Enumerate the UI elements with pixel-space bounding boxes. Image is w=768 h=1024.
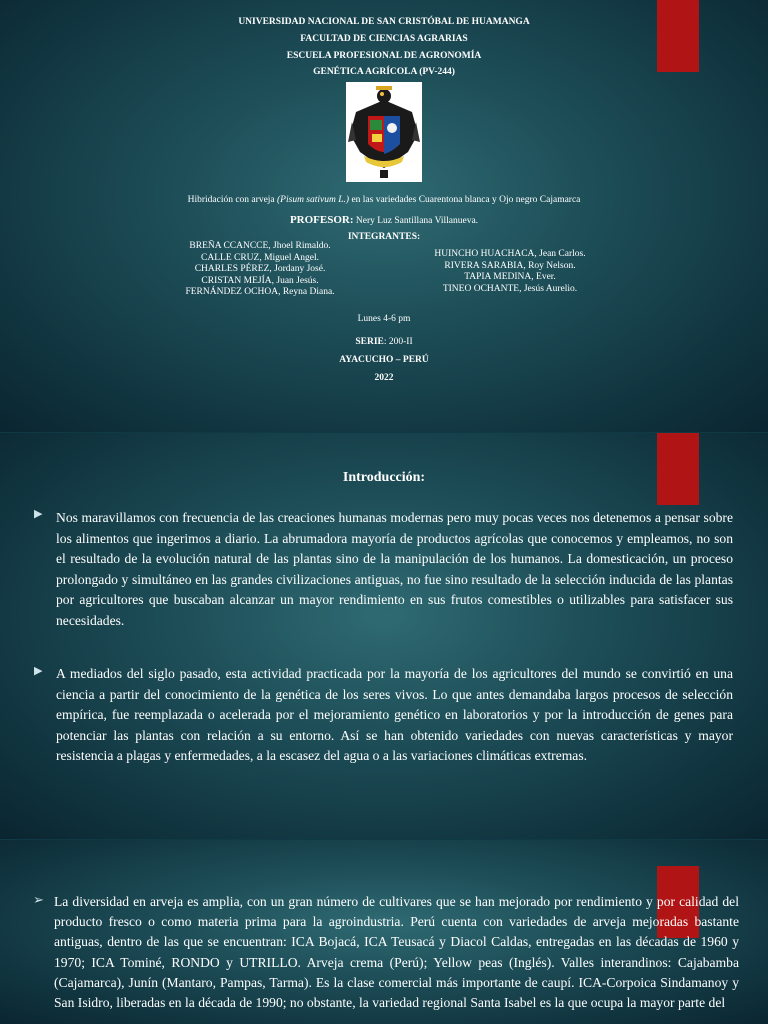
member: CRISTAN MEJÍA, Juan Jesús. bbox=[201, 275, 319, 286]
intro-paragraph-1: Nos maravillamos con frecuencia de las creaciones humanas modernas pero muy pocas veces nos detenemos a pensar sobre los alimentos que ingerimos a diario. La abrumadora mayoría de productos agrícolas que conocemos y empleamos, no son el resultado de la evolución natural de las plantas sino de la manipulación de los humanos. La domesticación, un proceso prolongado y simultáneo en las grandes civilizaciones antiguas, no fue sino resultado de la selección inducida de las plantas por agricultores que buscaban alcanzar un mayor rendimiento en sus frutos comestibles o utilizables para satisfacer sus necesidades. bbox=[56, 510, 733, 628]
triangle-bullet-icon: ▶ bbox=[34, 665, 43, 677]
professor-label: PROFESOR: bbox=[289, 214, 354, 226]
header-line-1: UNIVERSIDAD NACIONAL DE SAN CRISTÓBAL DE HUAMANGA bbox=[238, 17, 530, 27]
work-title bbox=[0, 194, 768, 206]
member: TAPIA MEDINA, Ever. bbox=[464, 272, 556, 282]
accent-bar bbox=[657, 433, 699, 505]
serie-value: : 200-II bbox=[383, 337, 413, 347]
work-title-pre: Hibridación con arveja bbox=[187, 195, 278, 205]
member: CHARLES PÉREZ, Jordany José. bbox=[194, 264, 326, 274]
arrow-bullet-icon: ➢ bbox=[33, 892, 44, 907]
member: TINEO OCHANTE, Jesús Aurelio. bbox=[442, 283, 578, 294]
members-right-list bbox=[400, 249, 620, 295]
slide-title: Introducción: bbox=[342, 470, 426, 485]
intro-slide bbox=[0, 433, 768, 839]
title-slide bbox=[0, 0, 768, 432]
professor-line bbox=[0, 214, 768, 227]
university-crest-icon bbox=[346, 82, 422, 182]
members-label: INTEGRANTES: bbox=[347, 232, 421, 242]
member: FERNÁNDEZ OCHOA, Reyna Diana. bbox=[185, 287, 335, 297]
header-line-3: ESCUELA PROFESIONAL DE AGRONOMÍA bbox=[286, 51, 482, 61]
member: CALLE CRUZ, Miguel Angel. bbox=[201, 252, 319, 263]
diversity-slide bbox=[0, 840, 768, 1024]
work-title-species: (Pisum sativum L.) bbox=[277, 195, 350, 205]
professor-name: Nery Luz Santillana Villanueva. bbox=[353, 216, 479, 226]
schedule: Lunes 4-6 pm bbox=[357, 314, 411, 324]
year: 2022 bbox=[374, 373, 394, 383]
member: BREÑA CCANCCE, Jhoel Rimaldo. bbox=[189, 241, 331, 251]
place: AYACUCHO – PERÚ bbox=[339, 355, 429, 365]
member: RIVERA SARABIA, Roy Nelson. bbox=[444, 260, 576, 271]
header-line-4: GENÉTICA AGRÍCOLA (PV-244) bbox=[313, 67, 455, 77]
serie-line bbox=[0, 336, 768, 348]
diversity-paragraph: La diversidad en arveja es amplia, con un gran número de cultivares que se han mejorado por rendimiento y por calidad del producto fresco o como materia prima para la agroindustria. Perú cuenta con variedades de arveja mejoradas bastante antiguas, dentro de las que se encuentran: ICA Bojacá, ICA Teusacá y Diacol Caldas, entregadas en las décadas de 1960 y 1970; ICA Tominé, RONDO y UTRILLO. Arveja crema (Perú); Yellow peas (Inglés). Valles interandinos: Cajabamba (Cajamarca), Junín (Mantaro, Pampas, Tarma). Es la clase comercial más importante de caupí. ICA-Corpoica Sindamanoy y San Isidro, liberadas en la década de 1990; no obstante, la variedad regional Santa Isabel es la que ocupa la mayor parte del bbox=[54, 894, 739, 1011]
member: HUINCHO HUACHACA, Jean Carlos. bbox=[434, 249, 586, 259]
triangle-bullet-icon: ▶ bbox=[34, 508, 43, 520]
intro-paragraph-2: A mediados del siglo pasado, esta actividad practicada por la mayoría de los agricultores del mundo se convirtió en una ciencia a partir del conocimiento de la genética de los seres vivos. Lo que antes demandaba largos procesos de selección empírica, fue reemplazada o acelerada por el mejoramiento genético en laboratorios y por la introducción de genes para potenciar las plantas con relación a su entorno. Así se han obtenido variedades con nuevas características y mayor resistencia a plagas y enfermedades, a la escasez del agua o a las variaciones climáticas extremas. bbox=[56, 666, 733, 763]
header-line-2: FACULTAD DE CIENCIAS AGRARIAS bbox=[300, 34, 468, 44]
serie-label: SERIE bbox=[355, 337, 384, 347]
members-left-list bbox=[150, 241, 370, 299]
work-title-post: en las variedades Cuarentona blanca y Ojo negro Cajamarca bbox=[349, 195, 581, 205]
